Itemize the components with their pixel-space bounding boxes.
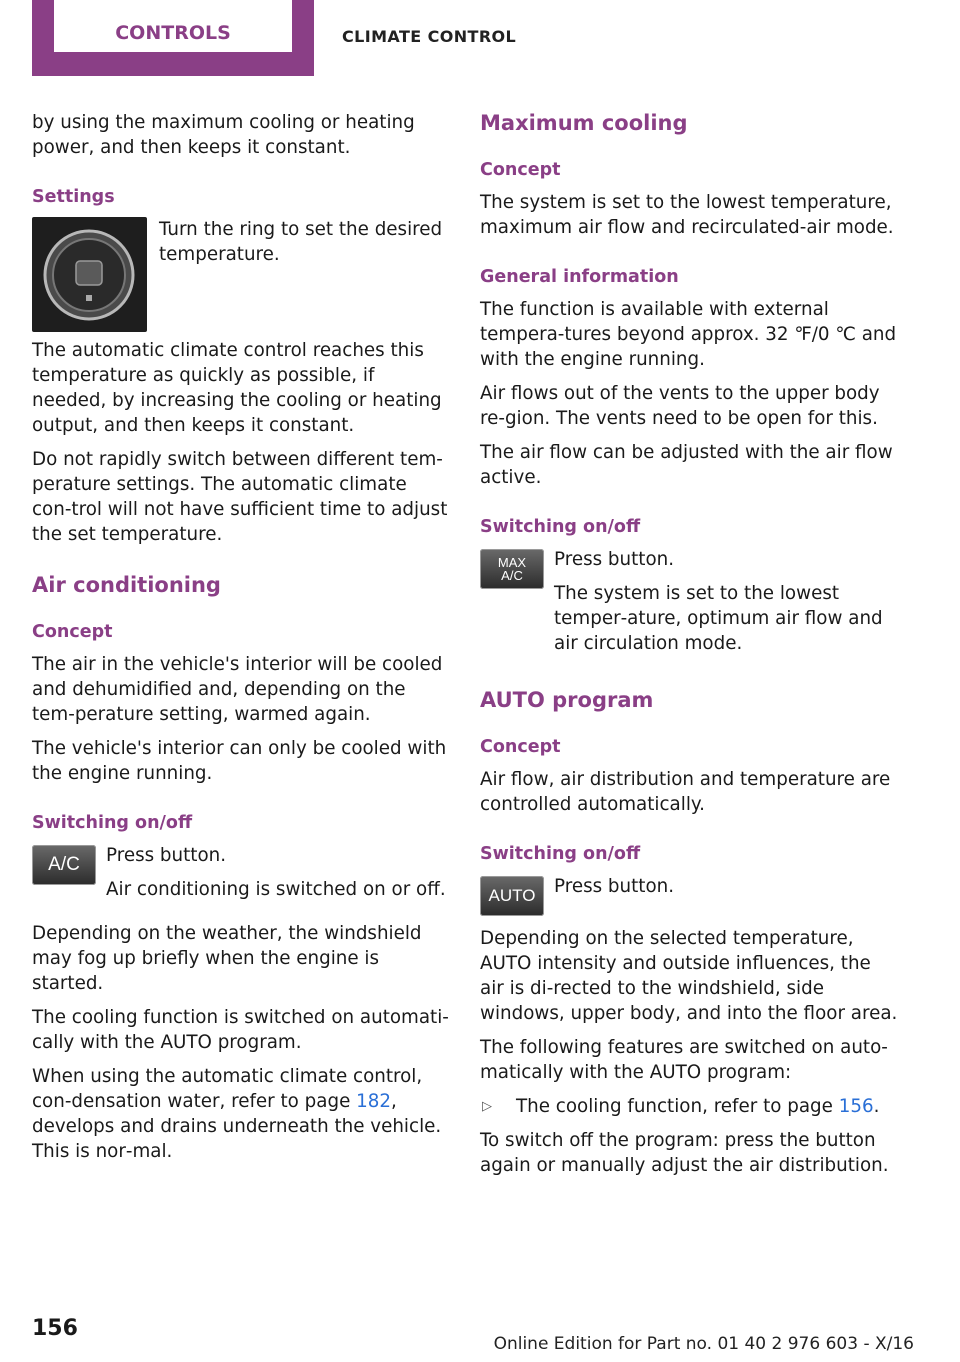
max-press-text: Press button. xyxy=(554,549,675,570)
ac-switch-heading: Switching on/off xyxy=(32,813,193,833)
max-ac-button-image xyxy=(480,549,544,589)
auto-paragraph-1: Depending on the selected temperature, AUTO intensity and outside influences, the air is di‐rected to the windshield, side windows, upper body, and into the floor area. xyxy=(480,928,898,1024)
max-general-3: The air flow can be adjusted with the air flow active. xyxy=(480,442,893,488)
max-button-row xyxy=(480,547,898,665)
ac-paragraph-5 xyxy=(32,1064,450,1164)
ac-result-text: Air conditioning is switched on or off. xyxy=(106,879,446,900)
temperature-ring-icon xyxy=(32,217,147,332)
auto-concept-text: Air flow, air distribution and temperature are controlled automatically. xyxy=(480,769,891,815)
bullet-text-a: The cooling function, refer to page xyxy=(516,1096,839,1117)
settings-paragraph-1: The automatic climate control reaches this temperature as quickly as possible, if needed, by increasing the cooling or heating output, and then keeps it constant. xyxy=(32,340,442,436)
ac-button-row xyxy=(32,843,450,911)
bullet-text-b: . xyxy=(873,1096,880,1117)
auto-button-image: AUTO xyxy=(480,876,544,916)
max-switch-heading: Switching on/off xyxy=(480,517,641,537)
page-number: 156 xyxy=(32,1316,78,1341)
settings-figure-row xyxy=(32,217,450,332)
triangle-bullet-icon: ▷ xyxy=(482,1099,492,1114)
ac-paragraph-4: The cooling function is switched on automati‐cally with the AUTO program. xyxy=(32,1007,449,1053)
auto-button-row xyxy=(480,874,898,916)
max-concept-heading: Concept xyxy=(480,160,561,180)
max-cooling-heading: Maximum cooling xyxy=(480,111,688,135)
section-title: CONTROLS xyxy=(54,0,292,52)
page-link-156[interactable]: 156 xyxy=(838,1096,874,1117)
max-result-text: The system is set to the lowest temper‐ature, optimum air flow and air circulation mode. xyxy=(554,583,883,654)
auto-paragraph-2: The following features are switched on auto‐matically with the AUTO program: xyxy=(480,1037,888,1083)
ac-press-text: Press button. xyxy=(106,845,227,866)
ac-concept-heading: Concept xyxy=(32,622,113,642)
section-tab xyxy=(32,0,314,76)
max-button-line-2: A/C xyxy=(501,568,523,583)
max-general-heading: General information xyxy=(480,267,679,287)
ac-paragraph-3: Depending on the weather, the windshield may fog up briefly when the engine is started. xyxy=(32,923,422,994)
ac-p5-text-a: When using the automatic climate control, con‐densation water, refer to page xyxy=(32,1066,423,1112)
max-button-line-1: MAX xyxy=(497,555,527,570)
ac-concept-paragraph-2: The vehicle's interior can only be cooled with the engine running. xyxy=(32,738,447,784)
max-general-1: The function is available with external tempera‐tures beyond approx. 32 ℉/0 ℃ and with the engine running. xyxy=(480,299,897,370)
ac-concept-paragraph-1: The air in the vehicle's interior will be cooled and dehumidified and, depending on the tem‐perature setting, warmed again. xyxy=(32,654,443,725)
air-conditioning-heading: Air conditioning xyxy=(32,573,221,597)
auto-switch-heading: Switching on/off xyxy=(480,844,641,864)
auto-paragraph-3: To switch off the program: press the button again or manually adjust the air distribution. xyxy=(480,1130,889,1176)
right-column xyxy=(480,110,898,1187)
ac-p5-text-b: , develops and drains underneath the vehicle. This is nor‐mal. xyxy=(32,1091,442,1162)
temperature-ring-image xyxy=(32,217,147,332)
auto-concept-heading: Concept xyxy=(480,737,561,757)
page-link-182[interactable]: 182 xyxy=(356,1091,392,1112)
auto-press-text: Press button. xyxy=(554,876,675,897)
auto-program-heading: AUTO program xyxy=(480,688,654,712)
max-concept-text: The system is set to the lowest temperature, maximum air flow and recirculated-air mode. xyxy=(480,192,894,238)
ac-button-image: A/C xyxy=(32,845,96,885)
max-general-2: Air flows out of the vents to the upper body re‐gion. The vents need to be open for this. xyxy=(480,383,880,429)
intro-paragraph: by using the maximum cooling or heating power, and then keeps it constant. xyxy=(32,112,415,158)
edition-footer: Online Edition for Part no. 01 40 2 976 603 - X/16 xyxy=(493,1334,914,1354)
chapter-title: CLIMATE CONTROL xyxy=(342,27,517,46)
settings-heading: Settings xyxy=(32,187,115,207)
list-item xyxy=(480,1094,898,1119)
left-column xyxy=(32,110,450,1173)
settings-figure-text: Turn the ring to set the desired temperature. xyxy=(159,219,443,265)
settings-paragraph-2: Do not rapidly switch between different tem‐perature settings. The automatic climate con‐trol will not have sufficient time to adjust the set temperature. xyxy=(32,449,448,545)
